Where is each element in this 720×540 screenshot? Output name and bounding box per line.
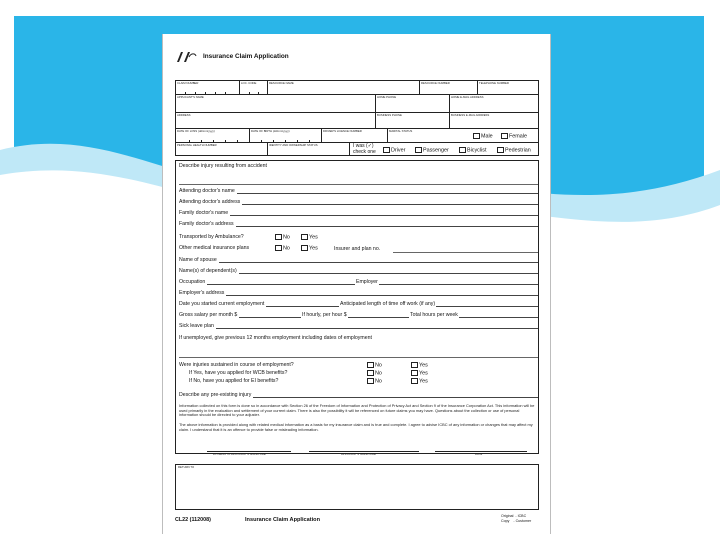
- ei-yes-checkbox[interactable]: Yes: [411, 378, 428, 385]
- i-was-label: I was (✓): [353, 143, 374, 149]
- describe-injury-label: Describe injury resulting from accident: [179, 163, 267, 169]
- date-of-birth-label: DATE OF BIRTH (dd/mm/yyyy): [251, 129, 290, 133]
- unemployed-label: If unemployed, give previous 12 months employment including dates of employment: [179, 335, 372, 341]
- driver-checkbox[interactable]: Driver: [383, 147, 405, 154]
- identity-status-label: IDENTITY AND OWNERSHIP STATUS: [269, 143, 318, 147]
- home-phone-label: HOME PHONE: [377, 95, 397, 99]
- resource-number-label: RESOURCE NUMBER: [421, 81, 450, 85]
- telephone-number-label: TELEPHONE NUMBER: [479, 81, 509, 85]
- drivers-licence-label: DRIVER'S LICENCE NUMBER: [323, 129, 362, 133]
- passenger-checkbox[interactable]: Passenger: [415, 147, 449, 154]
- form-title: Insurance Claim Application: [203, 53, 289, 60]
- male-checkbox[interactable]: Male: [473, 133, 493, 140]
- female-checkbox[interactable]: Female: [501, 133, 527, 140]
- employer-address-field[interactable]: Employer's address: [179, 288, 538, 298]
- dependents-field[interactable]: Name(s) of dependent(s): [179, 266, 538, 276]
- attending-doctor-name-field[interactable]: Attending doctor's name: [179, 186, 538, 196]
- employment-no-checkbox[interactable]: No: [367, 362, 382, 369]
- icbc-logo: [175, 50, 197, 64]
- claim-form-page: [162, 34, 551, 534]
- prior-injury-field[interactable]: Describe any pre-existing injury: [179, 390, 538, 400]
- home-email-label: HOME E-MAIL ADDRESS: [451, 95, 484, 99]
- wcb-yes-checkbox[interactable]: Yes: [411, 370, 428, 377]
- applicant-name-label: APPLICANT'S NAME: [177, 95, 204, 99]
- return-to-label: RETURN TO: [178, 465, 195, 469]
- date-of-loss-label: DATE OF LOSS (dd/mm/yyyy): [177, 129, 215, 133]
- employer-label: Employer: [356, 279, 378, 285]
- check-one-label: check one: [353, 149, 376, 155]
- other-plans-no-checkbox[interactable]: No: [275, 245, 290, 252]
- family-doctor-name-field[interactable]: Family doctor's name: [179, 208, 538, 218]
- return-to-box: [175, 464, 539, 510]
- employment-yes-checkbox[interactable]: Yes: [411, 362, 428, 369]
- date-started-field[interactable]: Date you started current employment: [179, 299, 538, 309]
- marital-status-label: MARITAL STATUS: [389, 129, 413, 133]
- loc-code-label: LOC. CODE: [241, 81, 257, 85]
- sick-leave-field[interactable]: Sick leave plan: [179, 321, 538, 331]
- hourly-label: If hourly, per hour $: [302, 312, 347, 318]
- applicant-signature-label: APPLICANT'S SIGNATURE: [341, 452, 376, 456]
- address-label: ADDRESS: [177, 113, 191, 117]
- resource-name-label: RESOURCE NAME: [269, 81, 294, 85]
- ei-q: If No, have you applied for EI benefits?: [189, 378, 279, 384]
- wcb-q: If Yes, have you applied for WCB benefits?: [189, 370, 288, 376]
- witness-signature-label: WITNESS TO APPLICANT'S SIGNATURE: [213, 452, 266, 456]
- ambulance-label: Transported by Ambulance?: [179, 234, 244, 240]
- privacy-notice: Information collected on this form is done so in accordance with Section 26 of the Freedom of Information and Protection of Privacy Act and Section 9 of the Insurance Corporation Act. This information will be used primarily in the evaluation and settlement of your current claim. There is also the possibility it will be referenced on future claims you may have. Questions about the collection or use of personal information should be directed to your adjuster.: [179, 403, 535, 418]
- bicyclist-checkbox[interactable]: Bicyclist: [459, 147, 486, 154]
- other-plans-yes-checkbox[interactable]: Yes: [301, 245, 318, 252]
- copy-original: Original - ICBC: [501, 514, 527, 518]
- wcb-no-checkbox[interactable]: No: [367, 370, 382, 377]
- spouse-field[interactable]: Name of spouse: [179, 255, 538, 265]
- form-code: CL22 (112008): [175, 517, 211, 523]
- ambulance-yes-checkbox[interactable]: Yes: [301, 234, 318, 241]
- total-hours-label: Total hours per week: [410, 312, 458, 318]
- insurer-plan-label: Insurer and plan no.: [334, 246, 381, 252]
- other-plans-label: Other medical insurance plans: [179, 245, 250, 251]
- pedestrian-checkbox[interactable]: Pedestrian: [497, 147, 531, 154]
- footer-title: Insurance Claim Application: [245, 517, 321, 523]
- business-email-label: BUSINESS E-MAIL ADDRESS: [451, 113, 490, 117]
- business-phone-label: BUSINESS PHONE: [377, 113, 402, 117]
- personal-health-label: PERSONAL HEALTH NUMBER: [177, 143, 217, 147]
- time-off-label: Anticipated length of time off work (if any): [340, 301, 436, 307]
- occupation-field[interactable]: Occupation: [179, 277, 538, 287]
- ei-no-checkbox[interactable]: No: [367, 378, 382, 385]
- date-label: DATE: [475, 452, 483, 456]
- attending-doctor-address-field[interactable]: Attending doctor's address: [179, 197, 538, 207]
- copy-customer: Copy - Customer: [501, 519, 532, 523]
- family-doctor-address-field[interactable]: Family doctor's address: [179, 219, 538, 229]
- claim-number-label: CLAIM NUMBER: [177, 81, 199, 85]
- declaration: The above information is provided along with related medical information as a basis for my insurance claim and is true and complete. I agree to advise ICBC of any information or changes that may affect my claim. I understand that it is an offence to provide false or misleading information.: [179, 422, 533, 432]
- gross-salary-field[interactable]: Gross salary per month $: [179, 310, 538, 320]
- employment-injury-q: Were injuries sustained in course of employment?: [179, 362, 294, 368]
- ambulance-no-checkbox[interactable]: No: [275, 234, 290, 241]
